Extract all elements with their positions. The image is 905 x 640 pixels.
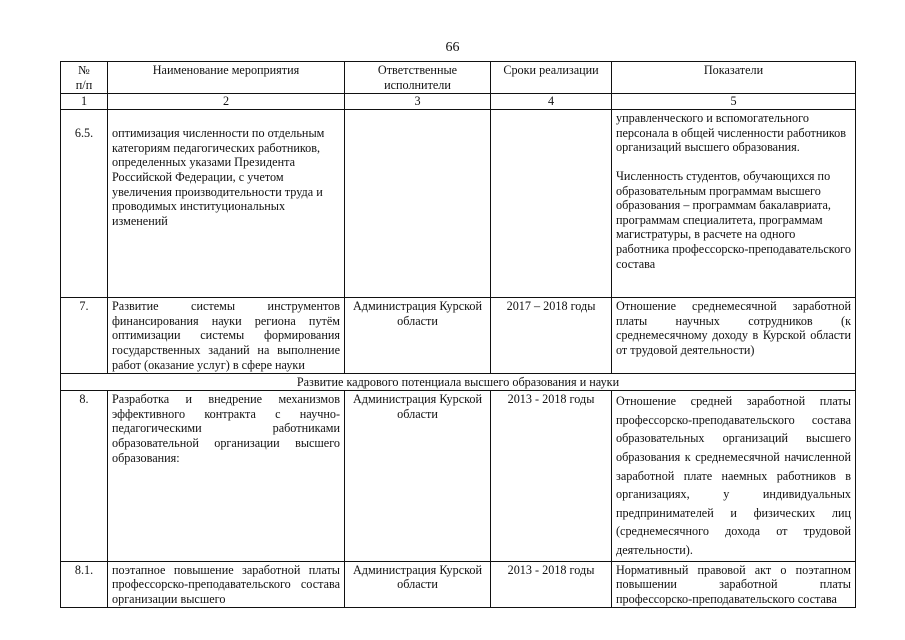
section-title: Развитие кадрового потенциала высшего образования и науки xyxy=(61,374,856,391)
indicators xyxy=(612,110,856,298)
column-number-row xyxy=(61,94,856,110)
indicators: Отношение среднемесячной заработной платы научных сотрудников (к среднемесячному доходу в Курской области от трудовой деятельности) xyxy=(612,298,856,374)
row-number: 6.5. xyxy=(61,110,108,298)
responsible: Администрация Курской области xyxy=(345,391,491,561)
measure-name: оптимизация численности по отдельным категориям педагогических работников, определенных указами Президента Российской Федерации, с учетом увеличения производительности труда и проводимых институциональных изменений xyxy=(108,110,345,298)
page-number: 66 xyxy=(445,40,460,55)
table-header-row xyxy=(61,62,856,94)
measure-name: Разработка и внедрение механизмов эффективного контракта с научно-педагогическими работниками образовательной организации высшего образования: xyxy=(108,391,345,561)
responsible: Администрация Курской области xyxy=(345,561,491,608)
measure-name: Развитие системы инструментов финансирования науки региона путём оптимизации системы формирования государственных заданий на выполнение работ (оказание услуг) в сфере науки xyxy=(108,298,345,374)
column-number: 1 xyxy=(61,94,108,110)
measure-name: поэтапное повышение заработной платы профессорско-преподавательского состава организации высшего xyxy=(108,561,345,608)
table-row xyxy=(61,298,856,374)
header-dates: Сроки реализации xyxy=(491,62,612,94)
table-row xyxy=(61,561,856,608)
dates xyxy=(491,110,612,298)
header-name: Наименование мероприятия xyxy=(108,62,345,94)
responsible: Администрация Курской области xyxy=(345,298,491,374)
responsible xyxy=(345,110,491,298)
dates: 2017 – 2018 годы xyxy=(491,298,612,374)
header-indicators: Показатели xyxy=(612,62,856,94)
header-num: № п/п xyxy=(61,62,108,94)
indicator-text: Численность студентов, обучающихся по образовательным программам высшего образования – программам бакалавриата, программам специалитета, программам магистратуры, в расчете на одного работника профессорско-преподавательского состава xyxy=(616,168,851,271)
column-number: 3 xyxy=(345,94,491,110)
dates: 2013 - 2018 годы xyxy=(491,561,612,608)
column-number: 4 xyxy=(491,94,612,110)
row-number: 8. xyxy=(61,391,108,561)
row-number: 7. xyxy=(61,298,108,374)
table-row xyxy=(61,110,856,298)
row-number: 8.1. xyxy=(61,561,108,608)
column-number: 5 xyxy=(612,94,856,110)
dates: 2013 - 2018 годы xyxy=(491,391,612,561)
measures-table xyxy=(60,61,856,608)
indicators: Отношение средней заработной платы профессорско-преподавательского состава образовательных организаций высшего образования к среднемесячной начисленной заработной плате наемных работников в организациях, у индивидуальных предпринимателей и физических лиц (среднемесячного дохода от трудовой деятельности). xyxy=(612,391,856,561)
header-responsible: Ответственные исполнители xyxy=(345,62,491,94)
indicator-text: управленческого и вспомогательного персонала в общей численности работников организаций высшего образования. xyxy=(616,111,847,155)
table-row xyxy=(61,391,856,561)
column-number: 2 xyxy=(108,94,345,110)
indicators: Нормативный правовой акт о поэтапном повышении заработной платы профессорско-преподавательского состава xyxy=(612,561,856,608)
section-row xyxy=(61,374,856,391)
